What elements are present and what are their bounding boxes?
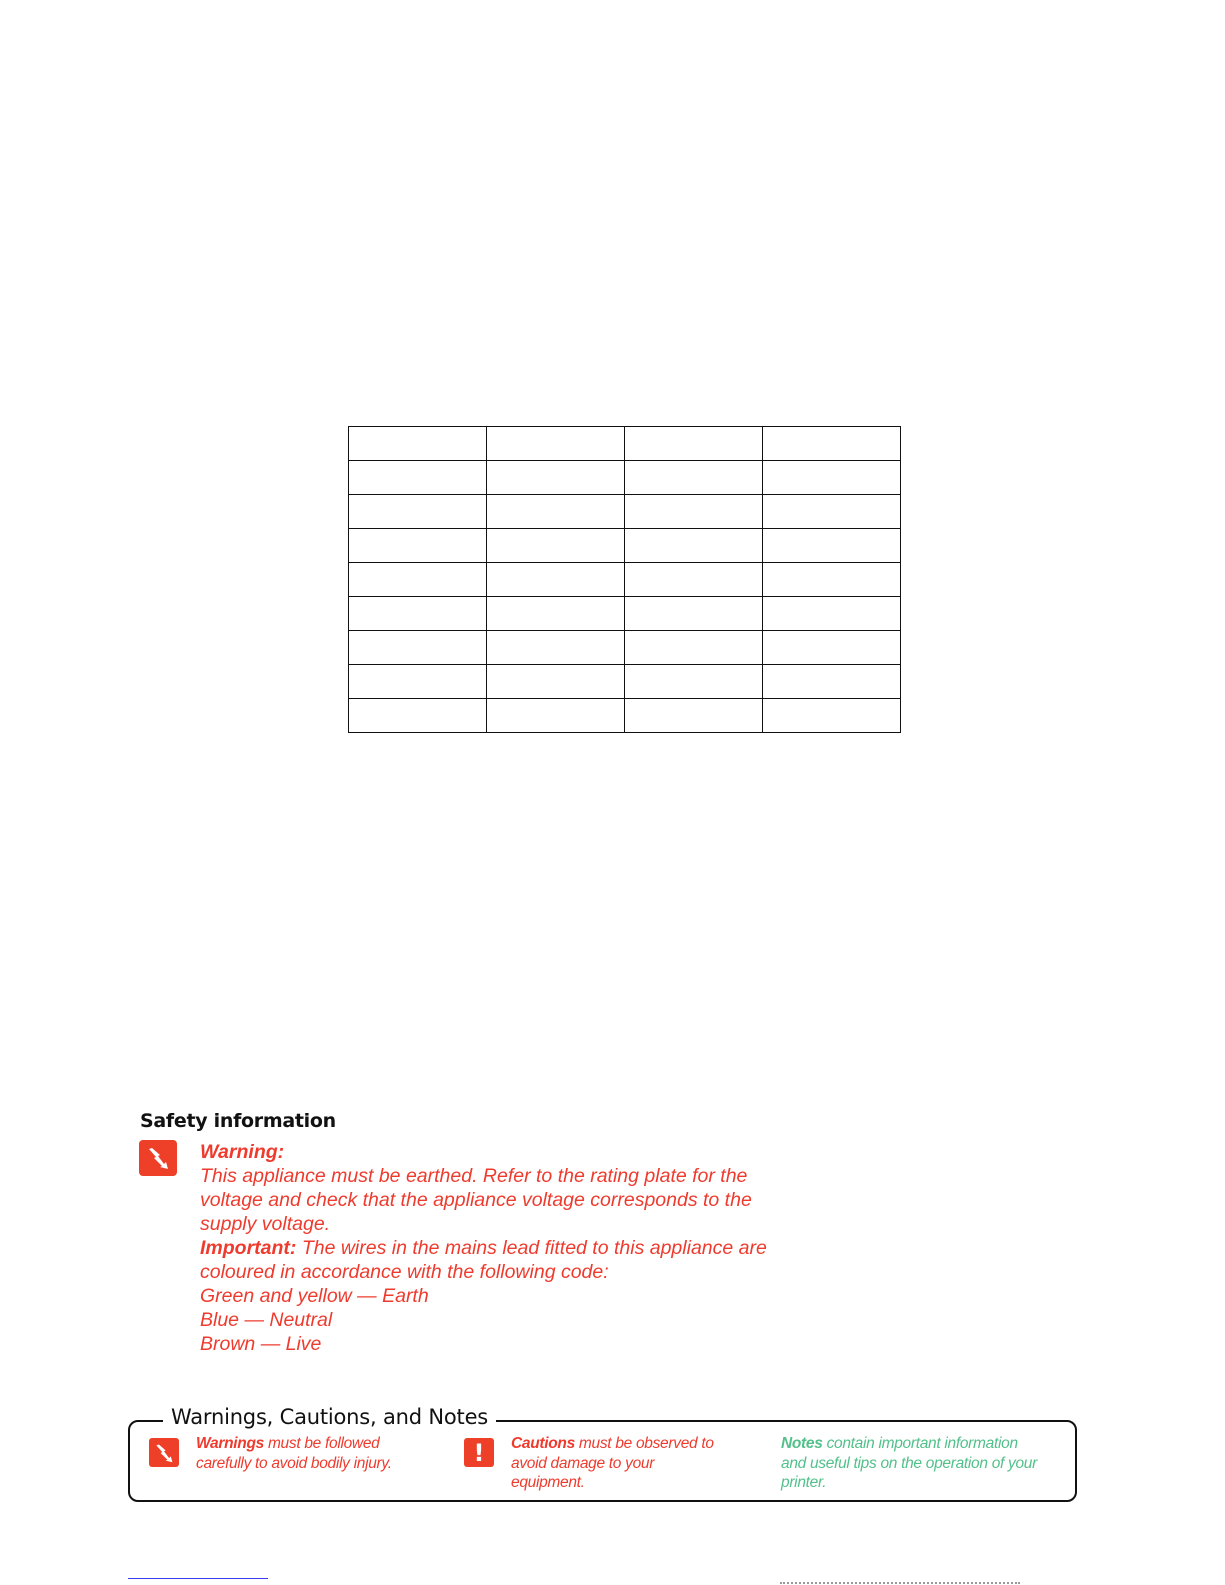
safety-warning-text (200, 1140, 820, 1356)
warning-line: supply voltage. (200, 1213, 331, 1235)
legend-cautions-line: must be observed to (574, 1435, 714, 1452)
table-cell (487, 597, 625, 631)
table-cell (763, 461, 901, 495)
table-cell (625, 699, 763, 733)
table-cell (349, 631, 487, 665)
exclamation-icon (464, 1438, 494, 1467)
table-cell (349, 461, 487, 495)
table-cell (625, 665, 763, 699)
table-cell (763, 631, 901, 665)
table-cell (349, 427, 487, 461)
warning-label: Warning: (200, 1141, 285, 1163)
table-cell (625, 427, 763, 461)
important-label: Important: (200, 1237, 297, 1259)
footer-rule (780, 1582, 1020, 1584)
table-cell (349, 563, 487, 597)
table-cell (349, 495, 487, 529)
legend-cautions-line: equipment. (511, 1474, 585, 1491)
footer-link-underline[interactable] (128, 1578, 268, 1579)
table-cell (487, 665, 625, 699)
wire-code-live: Brown — Live (200, 1333, 322, 1355)
safety-heading: Safety information (140, 1110, 336, 1132)
legend-notes-line: printer. (781, 1474, 827, 1491)
caution-glyph: ! (473, 1438, 485, 1467)
legend-warnings-text (196, 1434, 392, 1473)
table-cell (349, 597, 487, 631)
legend-notes-text (781, 1434, 1037, 1493)
table-cell (349, 699, 487, 733)
legend-cautions-line: avoid damage to your (511, 1454, 655, 1472)
table-cell (625, 461, 763, 495)
table-cell (763, 495, 901, 529)
table-cell (625, 631, 763, 665)
legend-notes-line: contain important information (822, 1435, 1018, 1452)
table-row (349, 665, 901, 699)
table-row (349, 699, 901, 733)
table-cell (487, 529, 625, 563)
table-cell (349, 529, 487, 563)
wire-code-earth: Green and yellow — Earth (200, 1285, 429, 1307)
table-cell (625, 529, 763, 563)
table-cell (763, 427, 901, 461)
table-cell (763, 699, 901, 733)
empty-table (348, 426, 901, 733)
legend-notes-line: and useful tips on the operation of your (781, 1454, 1037, 1472)
table-cell (625, 563, 763, 597)
table-cell (487, 495, 625, 529)
legend-warnings-line: carefully to avoid bodily injury. (196, 1454, 392, 1472)
legend-cautions-text (511, 1434, 714, 1493)
lightning-bolt-icon (149, 1438, 179, 1467)
legend-notes-label: Notes (781, 1435, 823, 1452)
table-row (349, 529, 901, 563)
table-cell (763, 529, 901, 563)
table-cell (349, 665, 487, 699)
table-cell (763, 563, 901, 597)
table-cell (487, 427, 625, 461)
table-cell (763, 597, 901, 631)
table-row (349, 495, 901, 529)
table-row (349, 461, 901, 495)
lightning-bolt-icon (139, 1140, 177, 1176)
table-cell (487, 631, 625, 665)
warning-line: This appliance must be earthed. Refer to the rating plate for the (200, 1165, 748, 1187)
table-cell (487, 563, 625, 597)
legend-warnings-label: Warnings (196, 1435, 264, 1452)
table-row (349, 427, 901, 461)
table-row (349, 563, 901, 597)
table-cell (625, 495, 763, 529)
legend-warnings-line: must be followed (263, 1435, 380, 1452)
legend-cautions-label: Cautions (511, 1435, 575, 1452)
warning-line: coloured in accordance with the following code: (200, 1261, 609, 1283)
table-row (349, 597, 901, 631)
important-text: The wires in the mains lead fitted to this appliance are (296, 1237, 767, 1259)
table-cell (487, 699, 625, 733)
table-cell (625, 597, 763, 631)
wire-code-neutral: Blue — Neutral (200, 1309, 333, 1331)
table-cell (763, 665, 901, 699)
table-row (349, 631, 901, 665)
table-cell (487, 461, 625, 495)
legend-title: Warnings, Cautions, and Notes (163, 1405, 496, 1429)
warning-line: voltage and check that the appliance voltage corresponds to the (200, 1189, 752, 1211)
